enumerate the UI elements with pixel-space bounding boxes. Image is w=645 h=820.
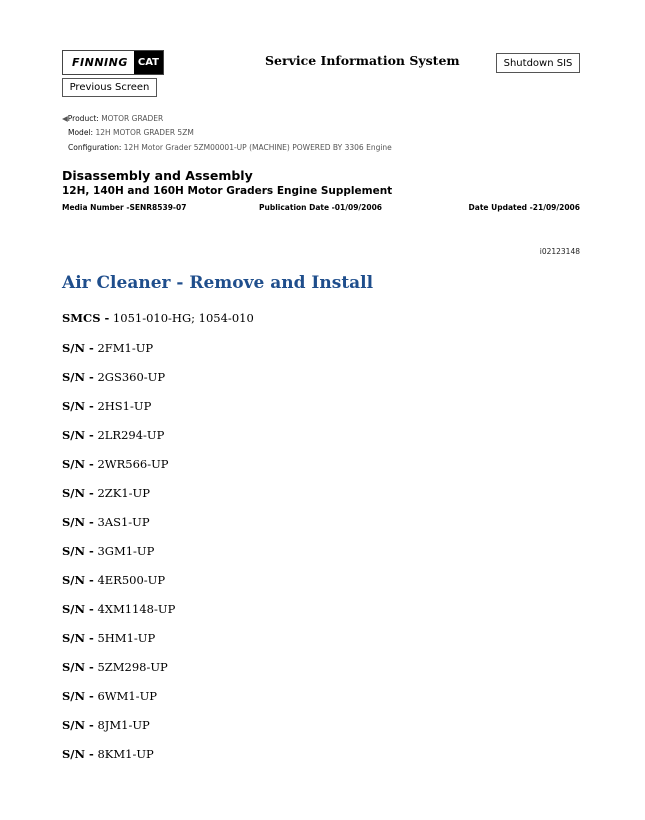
sn-label: S/N - bbox=[62, 486, 94, 500]
smcs-label: SMCS - bbox=[62, 311, 110, 325]
serial-number-item bbox=[62, 457, 175, 486]
configuration-line bbox=[68, 143, 392, 152]
sn-value: 3AS1-UP bbox=[93, 515, 150, 529]
sn-value: 4XM1148-UP bbox=[93, 602, 176, 616]
sn-value: 4ER500-UP bbox=[93, 573, 166, 587]
sn-label: S/N - bbox=[62, 341, 94, 355]
document-id: i02123148 bbox=[539, 247, 580, 256]
serial-number-item bbox=[62, 660, 175, 689]
serial-number-item bbox=[62, 747, 175, 776]
sn-value: 8JM1-UP bbox=[93, 718, 150, 732]
sn-value: 8KM1-UP bbox=[93, 747, 154, 761]
sn-value: 5ZM298-UP bbox=[93, 660, 168, 674]
model-label: Model: bbox=[68, 128, 94, 137]
sn-label: S/N - bbox=[62, 428, 94, 442]
sn-label: S/N - bbox=[62, 515, 94, 529]
smcs-line bbox=[62, 311, 254, 325]
sn-value: 2HS1-UP bbox=[93, 399, 152, 413]
serial-number-item bbox=[62, 602, 175, 631]
sn-label: S/N - bbox=[62, 399, 94, 413]
sn-value: 2FM1-UP bbox=[93, 341, 154, 355]
finning-cat-logo bbox=[62, 50, 164, 75]
cat-logo-badge: CAT bbox=[134, 51, 163, 74]
media-number: Media Number -SENR8539-07 bbox=[62, 203, 187, 212]
serial-number-item bbox=[62, 399, 175, 428]
sn-label: S/N - bbox=[62, 660, 94, 674]
product-label: Product: bbox=[67, 114, 99, 123]
serial-number-item bbox=[62, 515, 175, 544]
previous-screen-button[interactable]: Previous Screen bbox=[62, 78, 157, 97]
sn-label: S/N - bbox=[62, 602, 94, 616]
system-title: Service Information System bbox=[265, 53, 460, 68]
sn-label: S/N - bbox=[62, 573, 94, 587]
finning-logo-text: FINNING bbox=[72, 56, 128, 69]
serial-number-item bbox=[62, 341, 175, 370]
document-heading: Disassembly and Assembly bbox=[62, 168, 253, 183]
model-line bbox=[68, 128, 194, 137]
serial-number-item bbox=[62, 718, 175, 747]
sn-label: S/N - bbox=[62, 689, 94, 703]
sn-value: 2GS360-UP bbox=[93, 370, 166, 384]
serial-number-list bbox=[62, 341, 175, 776]
sn-label: S/N - bbox=[62, 747, 94, 761]
document-subheading: 12H, 140H and 160H Motor Graders Engine Supplement bbox=[62, 185, 393, 197]
serial-number-item bbox=[62, 573, 175, 602]
smcs-value: 1051-010-HG; 1054-010 bbox=[109, 311, 254, 325]
product-value: MOTOR GRADER bbox=[101, 114, 164, 123]
back-arrow-icon[interactable]: ◀ bbox=[62, 114, 68, 123]
serial-number-item bbox=[62, 544, 175, 573]
configuration-label: Configuration: bbox=[68, 143, 122, 152]
product-line bbox=[62, 114, 163, 123]
serial-number-item bbox=[62, 631, 175, 660]
date-updated: Date Updated -21/09/2006 bbox=[468, 203, 580, 212]
sn-label: S/N - bbox=[62, 544, 94, 558]
shutdown-sis-button[interactable]: Shutdown SIS bbox=[496, 53, 580, 73]
sn-value: 2LR294-UP bbox=[93, 428, 165, 442]
serial-number-item bbox=[62, 689, 175, 718]
sn-label: S/N - bbox=[62, 718, 94, 732]
sn-label: S/N - bbox=[62, 457, 94, 471]
sn-label: S/N - bbox=[62, 631, 94, 645]
sn-value: 5HM1-UP bbox=[93, 631, 156, 645]
serial-number-item bbox=[62, 370, 175, 399]
sn-value: 6WM1-UP bbox=[93, 689, 157, 703]
serial-number-item bbox=[62, 486, 175, 515]
sn-label: S/N - bbox=[62, 370, 94, 384]
publication-date: Publication Date -01/09/2006 bbox=[259, 203, 383, 212]
configuration-value: 12H Motor Grader 5ZM00001-UP (MACHINE) POWERED BY 3306 Engine bbox=[123, 143, 392, 152]
serial-number-item bbox=[62, 428, 175, 457]
sn-value: 2WR566-UP bbox=[93, 457, 169, 471]
model-value: 12H MOTOR GRADER 5ZM bbox=[95, 128, 194, 137]
sn-value: 3GM1-UP bbox=[93, 544, 155, 558]
page-title: Air Cleaner - Remove and Install bbox=[62, 273, 374, 293]
sn-value: 2ZK1-UP bbox=[93, 486, 150, 500]
